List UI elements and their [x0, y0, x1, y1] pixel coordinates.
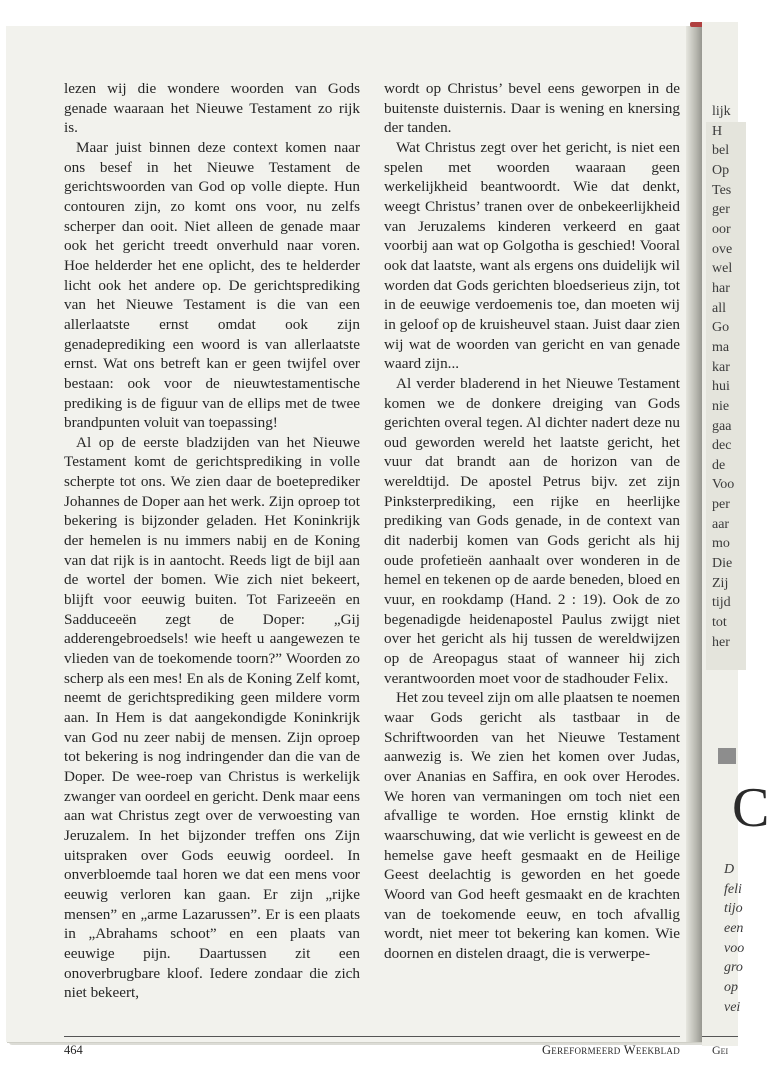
line-fragment: Go	[712, 320, 730, 336]
line-fragment: de	[712, 457, 726, 473]
line-fragment: gaa	[712, 418, 732, 434]
right-page-footer-rule	[702, 1036, 738, 1037]
paragraph: lezen wij die wondere woorden van Gods genade waaraan het Nieuwe Testament zo rijk is.	[64, 80, 360, 137]
line-fragment: tot	[712, 615, 727, 631]
right-page-italic-starts	[724, 860, 784, 1017]
line-fragment: har	[712, 280, 730, 296]
line-fragment: all	[712, 300, 726, 316]
line-fragment: een	[724, 920, 744, 936]
right-page-heading-letter: C	[732, 777, 770, 839]
line-fragment: Zij	[712, 575, 729, 591]
line-fragment: per	[712, 497, 730, 513]
right-page-square-marker	[718, 748, 736, 764]
line-fragment: vei	[724, 999, 741, 1015]
line-fragment: oor	[712, 221, 731, 237]
right-page-footer: Gei	[712, 1043, 729, 1057]
right-page-fragment	[702, 22, 770, 1057]
line-fragment: voo	[724, 940, 745, 956]
text-column-right	[384, 79, 680, 964]
line-fragment: bel	[712, 143, 730, 159]
paragraph: Al op de eerste bladzijden van het Nieuwe Testament komt de gerichtsprediking in volle scherpte tot ons. We zien daar de boeteprediker Johannes de Doper aan het werk. Zijn oproep tot bekering is bijzonder geladen. Het Koninkrijk der hemelen is nu immers nabij en de Koning van dat rijk is in aantocht. Reeds ligt de bijl aan de wortel der bomen. Wie zich niet bekeert, blijft voor eeuwig buiten. Tot Farizeeën en Sadduceeën zegt de Doper: „Gij adderengebroedsels! wie heeft u aangewezen te vlieden van de toekomende toorn?” Woorden zo scherp als een mes! En als de Koning Zelf komt, neemt de gerichtsprediking geen mildere vorm aan. In Hem is dat aangekondigde Koninkrijk van God nu zeer nabij de mensen. Zijn oproep tot bekering is nog indringender dan die van de Doper. De wee-roep van Christus is werkelijk zwanger van oordeel en gericht. Denk maar eens aan wat Christus zegt over de verwoesting van Jeruzalem. In het bijzonder treffen ons Zijn uitspraken over Gods eeuwig oordeel. In onverbloemde taal horen we dat een mens voor eeuwig verloren kan gaan. Er zijn „rijke mensen” en „arme Lazarussen”. Er is een plaats in „Abrahams schoot” en een plaats van eeuwige pijn. Daartussen zit een onoverbrugbare kloof. Iedere zondaar die zich niet bekeert,	[64, 433, 361, 1002]
line-fragment: nie	[712, 398, 730, 414]
right-page-line-starts	[712, 102, 772, 652]
line-fragment: hui	[712, 379, 730, 395]
line-fragment: op	[724, 979, 738, 995]
line-fragment: ger	[712, 202, 730, 218]
line-fragment: kar	[712, 359, 730, 375]
line-fragment: H	[712, 123, 723, 139]
paragraph: Wat Christus zegt over het gericht, is niet een spelen met woorden waaraan geen werkelijkheid beantwoordt. Wie dat denkt, weegt Christus’ tranen over de onbekeerlijkheid van Jeruzalems kinderen verkeerd en gaat voorbij aan wat op Golgotha is geschied! Vooral ook dat laatste, want als ergens ons duidelijk wil worden dat Gods gerichten bloedserieus zijn, tot in de eeuwige verdoemenis toe, dan moeten wij in geloof op de kruisheuvel staan. Juist daar zien wij wat de woorden van gericht en van genade waard zijn...	[384, 138, 680, 373]
line-fragment: wel	[712, 261, 733, 277]
line-fragment: tijo	[724, 901, 743, 917]
line-fragment: dec	[712, 438, 732, 454]
running-title: Gereformeerd Weekblad	[541, 1043, 680, 1057]
line-fragment: ove	[712, 241, 733, 257]
line-fragment: D	[724, 862, 735, 877]
paragraph: wordt op Christus’ bevel eens geworpen in de buitenste duisternis. Daar is wening en knersing der tanden.	[384, 80, 680, 137]
line-fragment: Op	[712, 162, 730, 178]
line-fragment: Tes	[712, 182, 732, 198]
line-fragment: mo	[712, 536, 730, 552]
text-column-left	[64, 79, 360, 1003]
line-fragment: aar	[712, 516, 730, 532]
line-fragment: Die	[712, 556, 733, 572]
paragraph: Al verder bladerend in het Nieuwe Testament komen we de donkere dreiging van Gods gerichten overal tegen. Al dichter nadert deze nu oud geworden wereld het laatste gericht, het vuur dat brandt aan de horizon van de wereldtijd. De apostel Petrus bijv. zet zijn Pinksterprediking, een rijke en heerlijke prediking van Gods genade, in de context van dit naderbij komen van Gods gericht als hij oude profetieën aanhaalt over wonderen in de hemel en tekenen op de aarde beneden, bloed en vuur, en rookdamp (Hand. 2 : 19). Ook de zo begenadigde heidenapostel Paulus zwijgt niet over het gericht als hij tussen de wereldwijzen op de Areopagus staat of wanneer hij zich verantwoorden moet voor de stadhouder Felix.	[384, 374, 680, 687]
footer-rule	[64, 1036, 680, 1037]
line-fragment: Voo	[712, 477, 735, 493]
line-fragment: ma	[712, 339, 730, 355]
page-number: 464	[64, 1043, 83, 1057]
line-fragment: tijd	[712, 595, 731, 611]
line-fragment: lijk	[712, 104, 731, 119]
line-fragment: gro	[724, 960, 743, 976]
paragraph: Het zou teveel zijn om alle plaatsen te noemen waar Gods gericht als tastbaar in de Schriftwoorden van het Nieuwe Testament aanwezig is. We zien het komen over Judas, over Ananias en Saffira, en ook over Herodes. We horen van vermaningen om toch niet een afvallige te worden. Hoe ernstig klinkt de waarschuwing, dat wie verlicht is geweest en de hemelse gave heeft gesmaakt en de Heilige Geest deelachtig is geworden en het goede Woord van God heeft gesmaakt en de krachten van de toekomende eeuw, en toch afvallig wordt, niet meer tot bekering kan komen. Wie doornen en distelen draagt, die is verwerpe-	[384, 689, 680, 962]
paragraph: Maar juist binnen deze context komen naar ons besef in het Nieuwe Testament de gerichtswoorden van God op volle diepte. Hun contouren zijn, zo komt ons voor, nu zelfs scherper dan ooit. Niet alleen de genade maar ook het gericht treedt onverhuld naar voren. Hoe helderder het ene oplicht, des te helderder licht ook het andere op. De gerichtsprediking van het Nieuwe Testament is die van een allerlaatste ernst omdat ook zijn genadeprediking een woord is van allerlaatste ernst. Wat ons betreft kan er geen twijfel over bestaan: ook voor de nieuwtestamentische prediking is de figuur van de ellips met de twee brandpunten voluit van toepassing!	[64, 138, 360, 432]
line-fragment: feli	[724, 881, 742, 897]
line-fragment: her	[712, 634, 730, 650]
